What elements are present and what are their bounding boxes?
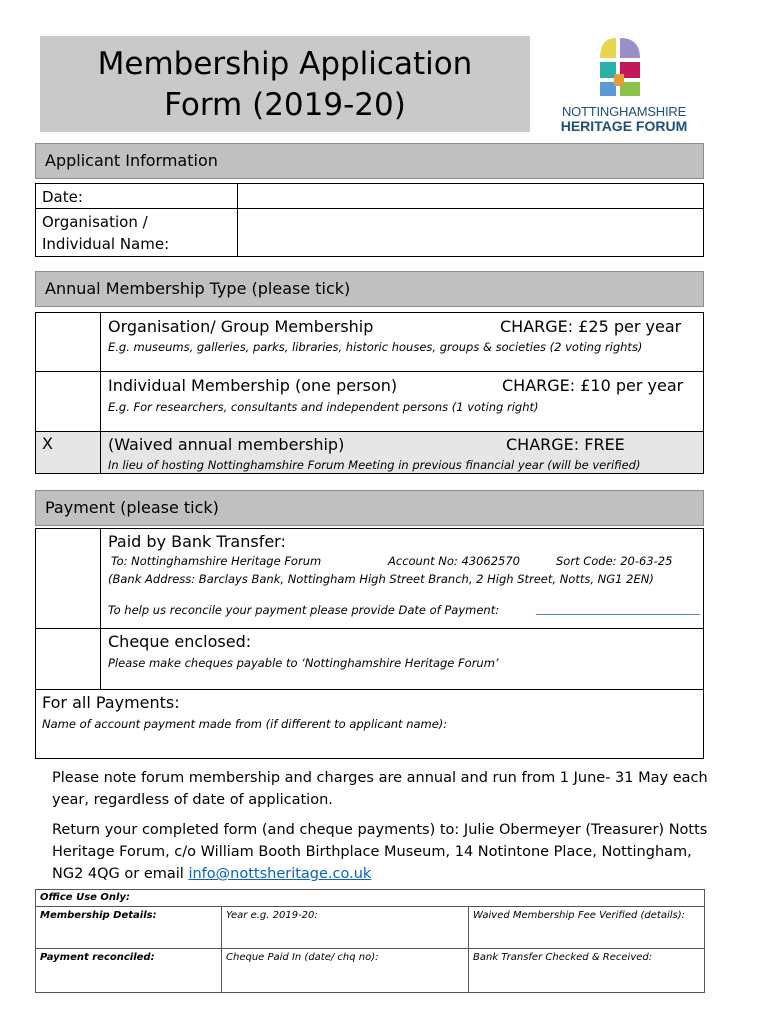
applicant-section-heading: Applicant Information [35, 143, 704, 179]
date-field[interactable] [239, 185, 702, 207]
logo-text-line2: HERITAGE FORUM [560, 118, 688, 134]
cheque-title: Cheque enclosed: [108, 632, 252, 651]
option-org-title: Organisation/ Group Membership [108, 317, 374, 336]
bank-to: To: Nottinghamshire Heritage Forum [111, 554, 322, 568]
payment-section-heading: Payment (please tick) [35, 490, 704, 526]
membership-tick-org[interactable] [36, 313, 100, 371]
logo-text-line1: NOTTINGHAMSHIRE [561, 104, 687, 119]
bank-address: (Bank Address: Barclays Bank, Nottingham High Street Branch, 2 High Street, Notts, NG1 2EN) [108, 572, 654, 586]
option-waived-desc: In lieu of hosting Nottinghamshire Forum Meeting in previous financial year (will be verified) [108, 458, 641, 472]
office-bank-transfer-checked: Bank Transfer Checked & Received: [469, 949, 705, 993]
return-instructions [52, 819, 727, 885]
option-individual-title: Individual Membership (one person) [108, 376, 398, 395]
applicant-row-divider [36, 208, 703, 209]
office-use-table [35, 889, 705, 993]
office-use-heading: Office Use Only: [36, 890, 705, 907]
page-title [40, 36, 530, 126]
return-instructions-text: Return your completed form (and cheque payments) to: Julie Obermeyer (Treasurer) Notts Heritage Forum, c/o William Booth Birthplace Museum, 14 Notintone Place, Nottingham, NG2 4QG or email [52, 822, 708, 882]
office-year: Year e.g. 2019-20: [222, 907, 469, 949]
office-membership-details: Membership Details: [36, 907, 222, 949]
option-org-desc: E.g. museums, galleries, parks, libraries, historic houses, groups & societies (2 voting rights) [108, 340, 643, 354]
all-payments-desc: Name of account payment made from (if different to applicant name): [42, 717, 448, 731]
title-box [40, 36, 530, 132]
office-payment-reconciled: Payment reconciled: [36, 949, 222, 993]
email-link[interactable]: info@nottsheritage.co.uk [188, 866, 372, 882]
option-waived-charge: CHARGE: FREE [506, 435, 625, 454]
all-payments-title: For all Payments: [42, 693, 180, 712]
bank-sort-code: Sort Code: 20-63-25 [556, 554, 673, 568]
membership-row-divider-1 [36, 371, 703, 372]
applicant-table [35, 183, 704, 257]
name-field[interactable] [239, 210, 702, 255]
membership-tick-individual[interactable] [36, 372, 100, 431]
membership-section-heading: Annual Membership Type (please tick) [35, 271, 704, 307]
bank-transfer-title: Paid by Bank Transfer: [108, 532, 286, 551]
waived-tick-divider [100, 432, 101, 473]
payment-row-divider-1 [36, 628, 703, 629]
bank-reconcile-label: To help us reconcile your payment please provide Date of Payment: [108, 603, 500, 617]
page-title-line2: Form (2019-20) [164, 87, 406, 123]
bank-account: Account No: 43062570 [388, 554, 520, 568]
membership-tick-waived[interactable]: X [42, 434, 53, 453]
date-label: Date: [42, 188, 83, 206]
payment-table [35, 528, 704, 759]
option-waived-title: (Waived annual membership) [108, 435, 345, 454]
office-cheque-paid: Cheque Paid In (date/ chq no): [222, 949, 469, 993]
payment-date-field[interactable] [536, 614, 700, 615]
payment-tick-bank[interactable] [36, 529, 100, 628]
option-org-charge: CHARGE: £25 per year [500, 317, 682, 336]
membership-note: Please note forum membership and charges are annual and run from 1 June- 31 May each year, regardless of date of application. [52, 770, 708, 808]
account-name-field[interactable] [38, 733, 701, 757]
stained-glass-logo-icon [554, 36, 704, 106]
forum-logo [554, 36, 704, 136]
name-label-line2: Individual Name: [42, 235, 170, 253]
payment-row-divider-2 [36, 689, 703, 690]
applicant-divider [237, 184, 238, 256]
page-title-line1: Membership Application [97, 46, 473, 82]
membership-table [35, 312, 704, 474]
option-individual-charge: CHARGE: £10 per year [502, 376, 684, 395]
name-label-line1: Organisation / [42, 213, 148, 231]
office-waived-verified: Waived Membership Fee Verified (details): [469, 907, 705, 949]
name-label [42, 211, 169, 255]
payment-tick-cheque[interactable] [36, 629, 100, 689]
option-individual-desc: E.g. For researchers, consultants and independent persons (1 voting right) [108, 400, 539, 414]
payment-tick-divider [100, 529, 101, 689]
cheque-desc: Please make cheques payable to ‘Nottinghamshire Heritage Forum’ [108, 656, 499, 670]
